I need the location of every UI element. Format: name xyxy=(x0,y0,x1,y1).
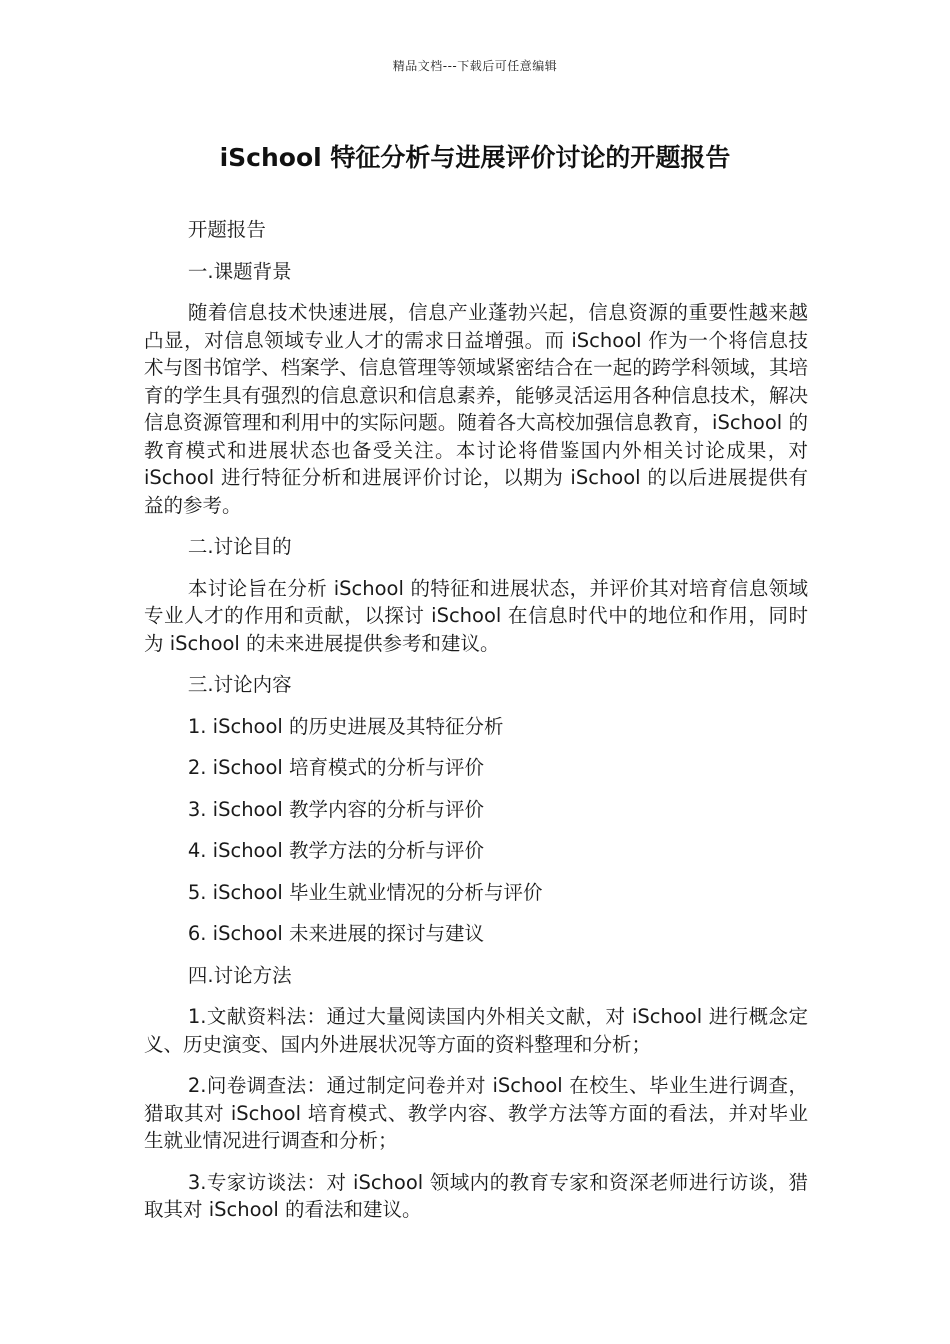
page-header-note: 精品文档---下载后可任意编辑 xyxy=(392,59,558,73)
method-paragraph-literature: 1.文献资料法：通过大量阅读国内外相关文献，对 iSchool 进行概念定义、历史演变、国内外进展状况等方面的资料整理和分析； xyxy=(144,1005,808,1056)
document-body xyxy=(144,216,808,1238)
method-paragraph-survey: 2.问卷调查法：通过制定问卷并对 iSchool 在校生、毕业生进行调查，猎取其对 iSchool 培育模式、教学内容、教学方法等方面的看法，并对毕业生就业情况进行调查和分析； xyxy=(144,1074,808,1152)
content-list-item: 5. iSchool 毕业生就业情况的分析与评价 xyxy=(187,880,543,904)
section-heading-methods: 四.讨论方法 xyxy=(187,963,292,987)
section-heading-purpose: 二.讨论目的 xyxy=(187,535,292,558)
section-heading-content: 三.讨论内容 xyxy=(187,673,292,696)
content-list-item: 4. iSchool 教学方法的分析与评价 xyxy=(187,839,485,862)
paragraph-purpose: 本讨论旨在分析 iSchool 的特征和进展状态，并评价其对培育信息领域专业人才的作用和贡献，以探讨 iSchool 在信息时代中的地位和作用，同时为 iSchool 的未来进展提供参考和建议。 xyxy=(144,576,808,655)
content-list-item: 3. iSchool 教学内容的分析与评价 xyxy=(187,797,485,821)
content-list-item: 1. iSchool 的历史进展及其特征分析 xyxy=(187,714,504,738)
document-title: iSchool 特征分析与进展评价讨论的开题报告 xyxy=(219,143,731,172)
paragraph-background: 随着信息技术快速进展，信息产业蓬勃兴起，信息资源的重要性越来越凸显，对信息领域专业人才的需求日益增强。而 iSchool 作为一个将信息技术与图书馆学、档案学、信息管理等领域紧密结合在一起的跨学科领域，其培育的学生具有强烈的信息意识和信息素养，能够灵活运用各种信息技术，解决信息资源管理和利用中的实际问题。随着各大高校加强信息教育，iSchool 的教育模式和进展状态也备受关注。本讨论将借鉴国内外相关讨论成果，对 iSchool 进行特征分析和进展评价讨论，以期为 iSchool 的以后进展提供有益的参考。 xyxy=(144,301,808,517)
section-heading-background: 一.课题背景 xyxy=(187,259,292,283)
content-list-item: 2. iSchool 培育模式的分析与评价 xyxy=(187,756,485,779)
content-list-item: 6. iSchool 未来进展的探讨与建议 xyxy=(187,922,485,945)
report-label: 开题报告 xyxy=(187,218,266,241)
method-paragraph-interview: 3.专家访谈法：对 iSchool 领域内的教育专家和资深老师进行访谈，猎取其对 iSchool 的看法和建议。 xyxy=(144,1170,808,1221)
